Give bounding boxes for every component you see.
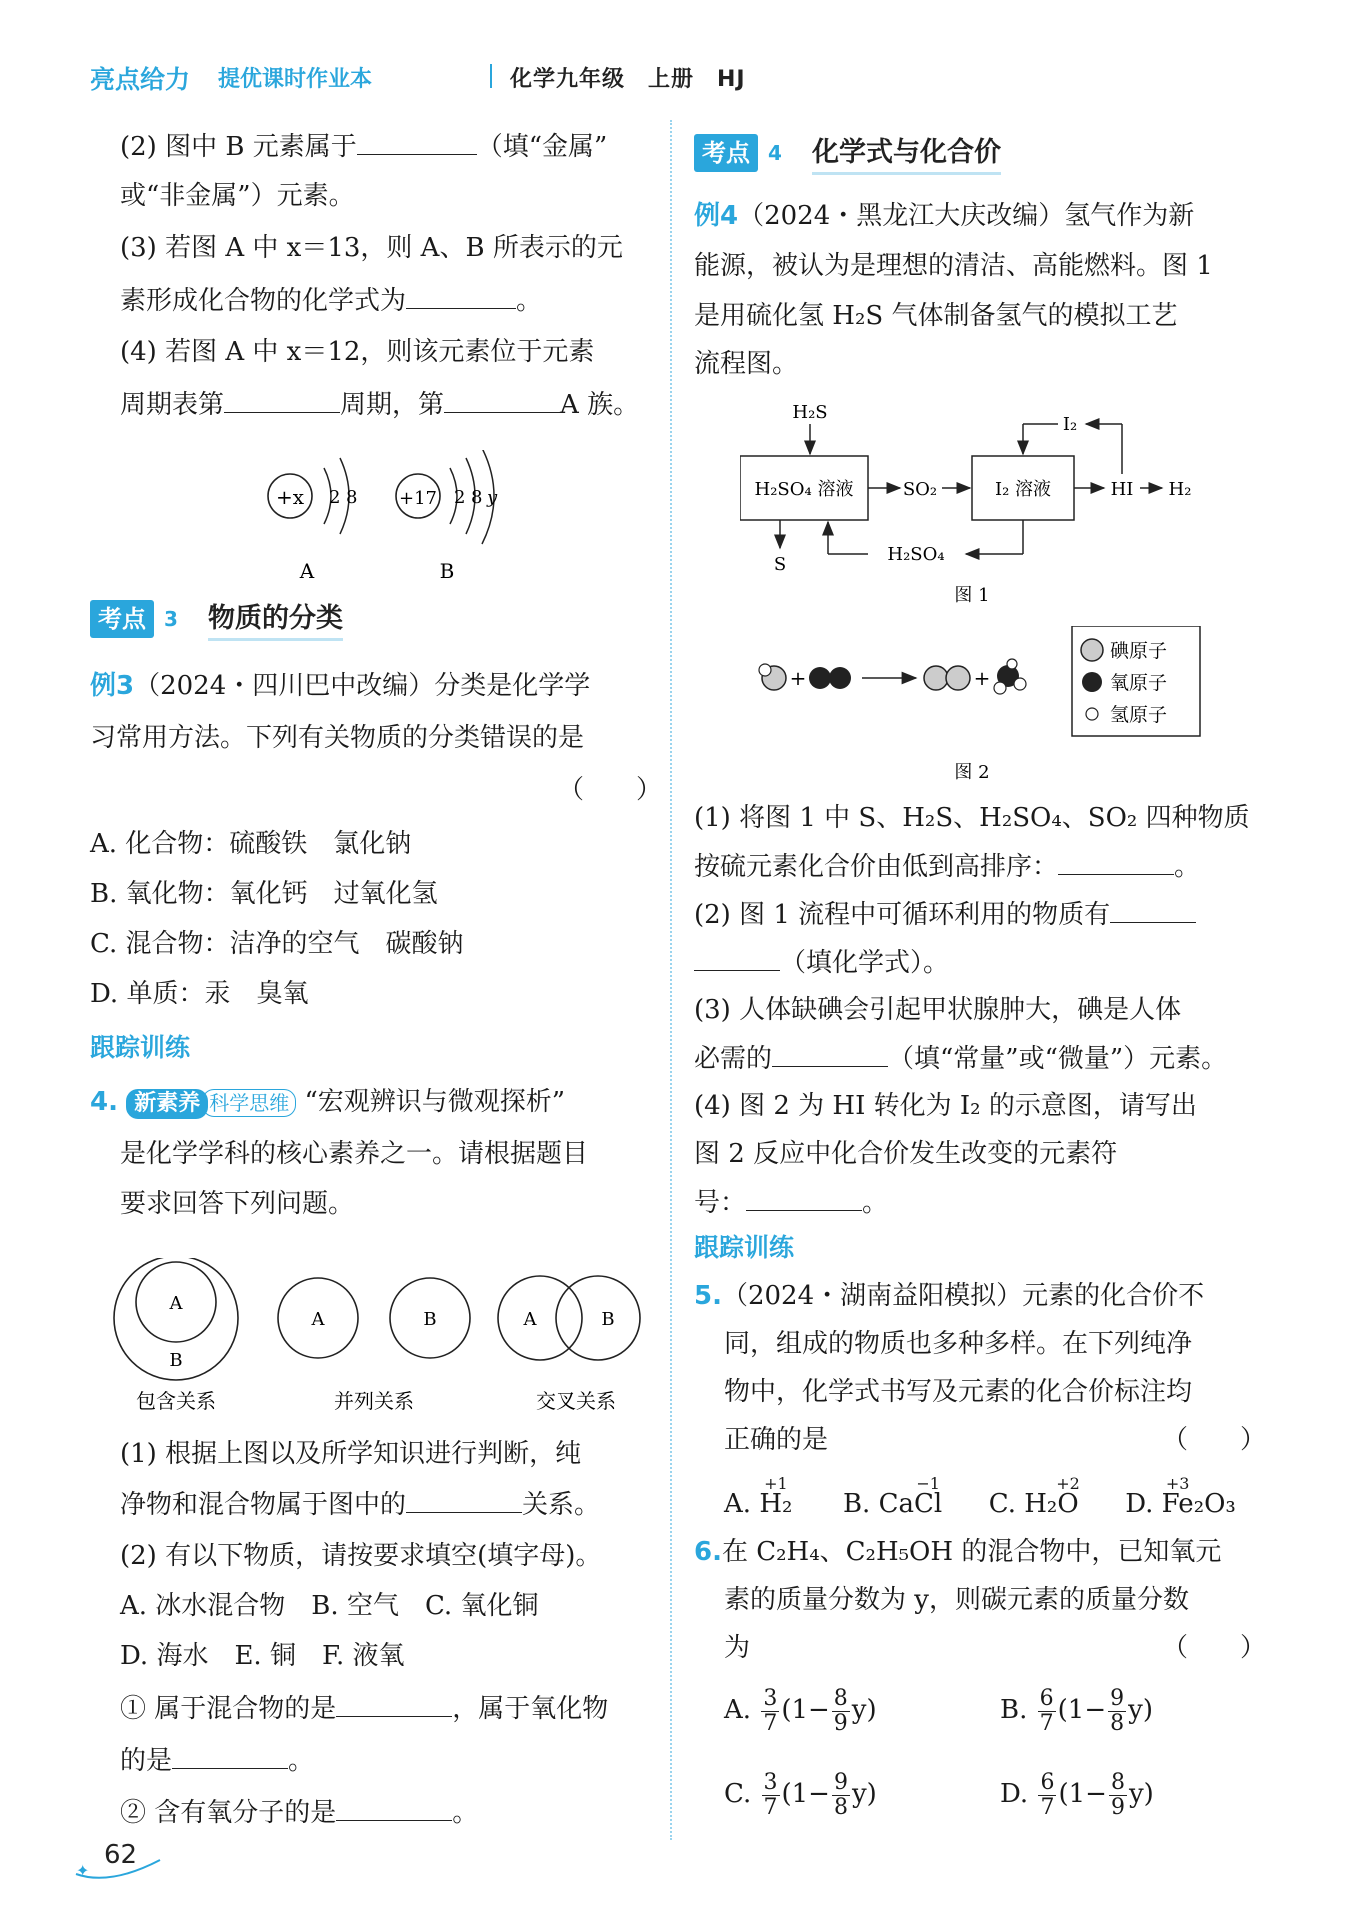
p4-line1: (4) 图 2 为 HI 转化为 I₂ 的示意图，请写出	[694, 1091, 1197, 1121]
kd3-tag: 考点	[90, 600, 154, 638]
example4-line1: 例4（2024・黑龙江大庆改编）氢气作为新	[694, 201, 1195, 231]
hi-molecule	[759, 664, 786, 690]
q5-option-d[interactable]: D. +3 Fe₂O₃	[1125, 1474, 1236, 1519]
figure2-caption: 图 2	[954, 762, 990, 783]
header-divider	[490, 64, 492, 88]
example4-label: 例4	[694, 201, 739, 231]
p1-line1: (1) 将图 1 中 S、H₂S、H₂SO₄、SO₂ 四种物质	[694, 803, 1250, 833]
svg-text:+: +	[973, 666, 991, 690]
q4-1-line1: (1) 根据上图以及所学知识进行判断，纯	[120, 1439, 582, 1469]
q4-header-line: 4. 新素养 科学思维 “宏观辨识与微观探析”	[90, 1087, 566, 1117]
atom-a-diagram	[268, 458, 357, 583]
column-divider	[670, 120, 672, 1840]
p2-line1: (2) 图 1 流程中可循环利用的物质有	[694, 896, 1196, 933]
tracking-training-heading-right: 跟踪训练	[694, 1233, 795, 1262]
atom-b-label: B	[439, 559, 455, 583]
q4-2-options1: A. 冰水混合物 B. 空气 C. 氧化铜	[120, 1591, 539, 1621]
answer-blank[interactable]	[336, 1794, 452, 1821]
q5-options	[724, 1474, 1236, 1522]
flow-s-output: S	[773, 554, 787, 575]
p4-line2: 图 2 反应中化合价发生改变的元素符	[694, 1139, 1118, 1169]
q5-option-a[interactable]: A. +1 H₂	[724, 1474, 793, 1519]
q4-2-line1: (2) 有以下物质，请按要求填空(填字母)。	[120, 1541, 602, 1571]
figure1-caption: 图 1	[954, 585, 990, 606]
svg-text:2: 2	[329, 487, 341, 508]
parallel-caption: 并列关系	[334, 1389, 414, 1413]
svg-text:A: A	[523, 1309, 537, 1330]
header-grade: 化学九年级 上册 HJ	[510, 67, 746, 92]
example3-answer-paren[interactable]: （ ）	[558, 775, 663, 805]
p1-line2: 按硫元素化合价由低到高排序： 。	[694, 848, 1200, 885]
q4-2-options2: D. 海水 E. 铜 F. 液氧	[120, 1641, 405, 1671]
atom-b-diagram	[396, 450, 498, 583]
q4-number: 4.	[90, 1087, 118, 1117]
q5-line1: 5.（2024・湖南益阳模拟）元素的化合价不	[694, 1281, 1205, 1311]
q6-answer-paren[interactable]: （ ）	[1162, 1633, 1267, 1663]
svg-text:+17: +17	[399, 488, 437, 509]
q4-2-sub1: ① 属于混合物的是 ，属于氧化物	[120, 1690, 608, 1727]
svg-text:+: +	[789, 666, 807, 690]
p2-line2: （填化学式）。	[694, 944, 949, 981]
p4-line3: 号： 。	[694, 1184, 888, 1221]
answer-blank[interactable]	[772, 1040, 888, 1067]
flow-h2s-input: H₂S	[792, 402, 828, 423]
q6-line1: 6.在 C₂H₄、C₂H₅OH 的混合物中，已知氧元	[694, 1537, 1222, 1567]
kd3-title: 物质的分类	[208, 600, 343, 641]
example3-line1: 例3（2024・四川巴中改编）分类是化学学	[90, 671, 591, 701]
q6-option-c[interactable]: C. $\frac{3}{7}$ (1− $\frac{9}{8}$ y)	[724, 1769, 877, 1820]
answer-blank[interactable]	[406, 282, 516, 309]
svg-text:B: B	[601, 1309, 615, 1330]
q4-text-line2: 是化学学科的核心素养之一。请根据题目	[120, 1139, 589, 1169]
parallel-diagram	[278, 1278, 470, 1413]
answer-blank[interactable]	[336, 1690, 452, 1717]
example3-label: 例3	[90, 671, 135, 701]
example4-line4: 流程图。	[694, 349, 799, 379]
kd4-title: 化学式与化合价	[812, 134, 1001, 175]
q5-option-b[interactable]: B. Ca −1 Cl	[842, 1474, 943, 1519]
q6-option-b[interactable]: B. $\frac{6}{7}$ (1− $\frac{9}{8}$ y)	[1000, 1685, 1153, 1736]
tracking-training-heading: 跟踪训练	[90, 1033, 191, 1062]
h2o-molecule	[994, 659, 1026, 694]
example3-option-c: C. 混合物：洁净的空气 碳酸钠	[90, 929, 464, 959]
q4-text-line3: 要求回答下列问题。	[120, 1189, 355, 1219]
figure2-reaction-diagram	[750, 626, 1220, 786]
flow-hi: HI	[1110, 479, 1134, 500]
kd4-tag: 考点	[694, 134, 758, 172]
example3-option-a: A. 化合物：硫酸铁 氯化钠	[90, 829, 412, 859]
example4-line2: 能源，被认为是理想的清洁、高能燃料。图 1	[694, 251, 1213, 281]
intersection-caption: 交叉关系	[536, 1389, 616, 1413]
i2-molecule	[924, 666, 970, 690]
q5-line3: 物中，化学式书写及元素的化合价标注均	[724, 1377, 1193, 1407]
q4-line2: 周期表第 周期，第 A 族。	[120, 386, 639, 423]
q5-option-c[interactable]: C. H₂ +2 O	[988, 1474, 1080, 1519]
section-heading-kd4	[694, 134, 1054, 174]
svg-text:H₂SO₄ 溶液: H₂SO₄ 溶液	[754, 479, 854, 500]
inclusion-diagram	[114, 1258, 238, 1413]
svg-text:A: A	[311, 1309, 325, 1330]
svg-text:B: B	[423, 1309, 437, 1330]
example3-option-b: B. 氧化物：氧化钙 过氧化氢	[90, 879, 438, 909]
svg-text:B: B	[169, 1350, 183, 1371]
q2-line1: (2) 图中 B 元素属于 （填“金属”	[120, 128, 607, 165]
svg-text:氧原子: 氧原子	[1110, 672, 1168, 694]
svg-text:✦: ✦	[76, 1861, 90, 1880]
section-heading-kd3	[90, 600, 390, 640]
kd3-number: 3	[158, 606, 184, 632]
figure1-flow-chart	[740, 398, 1220, 608]
example3-line2: 习常用方法。下列有关物质的分类错误的是	[90, 723, 585, 753]
answer-blank[interactable]	[1110, 896, 1196, 923]
example4-line3: 是用硫化氢 H₂S 气体制备氢气的模拟工艺	[694, 301, 1178, 331]
example3-option-d: D. 单质：汞 臭氧	[90, 979, 309, 1009]
q4-1-line2: 净物和混合物属于图中的 关系。	[120, 1486, 600, 1523]
q5-answer-paren[interactable]: （ ）	[1162, 1425, 1267, 1455]
svg-text:A: A	[169, 1293, 183, 1314]
atom-structure-diagrams	[250, 450, 530, 590]
q6-line2: 素的质量分数为 y，则碳元素的质量分数	[724, 1585, 1189, 1615]
answer-blank[interactable]	[746, 1184, 862, 1211]
intersection-diagram	[498, 1276, 640, 1413]
q6-line3: 为	[724, 1633, 751, 1663]
answer-blank[interactable]	[444, 386, 560, 413]
answer-blank[interactable]	[406, 1486, 522, 1513]
answer-blank[interactable]	[1058, 848, 1174, 875]
answer-blank[interactable]	[172, 1742, 288, 1769]
flow-i2: I₂	[1062, 414, 1078, 435]
p3-line2: 必需的 （填“常量”或“微量”）元素。	[694, 1040, 1227, 1077]
svg-text:氢原子: 氢原子	[1110, 704, 1168, 726]
kd4-number: 4	[762, 140, 788, 166]
answer-blank[interactable]	[357, 128, 477, 155]
svg-text:8: 8	[346, 487, 358, 508]
science-thinking-badge: 科学思维	[202, 1089, 296, 1117]
svg-text:2: 2	[454, 487, 466, 508]
page-number: 62	[104, 1840, 138, 1870]
o2-molecule	[809, 667, 851, 689]
p3-line1: (3) 人体缺碘会引起甲状腺肿大，碘是人体	[694, 995, 1182, 1025]
q6-number: 6.	[694, 1537, 722, 1567]
page-header	[90, 58, 1290, 98]
set-relation-diagrams	[110, 1258, 670, 1418]
atom-a-label: A	[299, 559, 315, 583]
q4-2-sub1-cont: 的是 。	[120, 1742, 314, 1779]
q5-line4: 正确的是	[724, 1425, 829, 1455]
inclusion-caption: 包含关系	[136, 1389, 216, 1413]
answer-blank[interactable]	[694, 944, 780, 971]
svg-text:8: 8	[471, 487, 483, 508]
q6-option-d[interactable]: D. $\frac{6}{7}$ (1− $\frac{8}{9}$ y)	[1000, 1769, 1154, 1820]
answer-blank[interactable]	[224, 386, 340, 413]
q3-line2: 素形成化合物的化学式为 。	[120, 282, 542, 319]
flow-h2: H₂	[1168, 479, 1192, 500]
svg-text:碘原子: 碘原子	[1110, 640, 1168, 662]
brand-logo: 亮点给力	[90, 65, 191, 94]
q3-line1: (3) 若图 A 中 x＝13，则 A、B 所表示的元	[120, 233, 623, 263]
new-literacy-badge: 新素养	[126, 1089, 208, 1119]
flow-so2: SO₂	[902, 479, 938, 500]
q2-line2: 或“非金属”）元素。	[120, 181, 355, 211]
svg-text:+x: +x	[275, 485, 305, 509]
q4-2-sub2: ② 含有氧分子的是 。	[120, 1794, 478, 1831]
header-subtitle: 提优课时作业本	[218, 67, 373, 92]
q6-option-a[interactable]: A. $\frac{3}{7}$ (1− $\frac{8}{9}$ y)	[724, 1685, 877, 1736]
flow-h2so4-recycle: H₂SO₄	[887, 544, 945, 565]
q4-line1: (4) 若图 A 中 x＝12，则该元素位于元素	[120, 337, 595, 367]
q5-line2: 同，组成的物质也多种多样。在下列纯净	[724, 1329, 1193, 1359]
svg-text:y: y	[487, 487, 498, 508]
svg-text:I₂ 溶液: I₂ 溶液	[994, 479, 1052, 500]
q5-number: 5.	[694, 1281, 722, 1311]
